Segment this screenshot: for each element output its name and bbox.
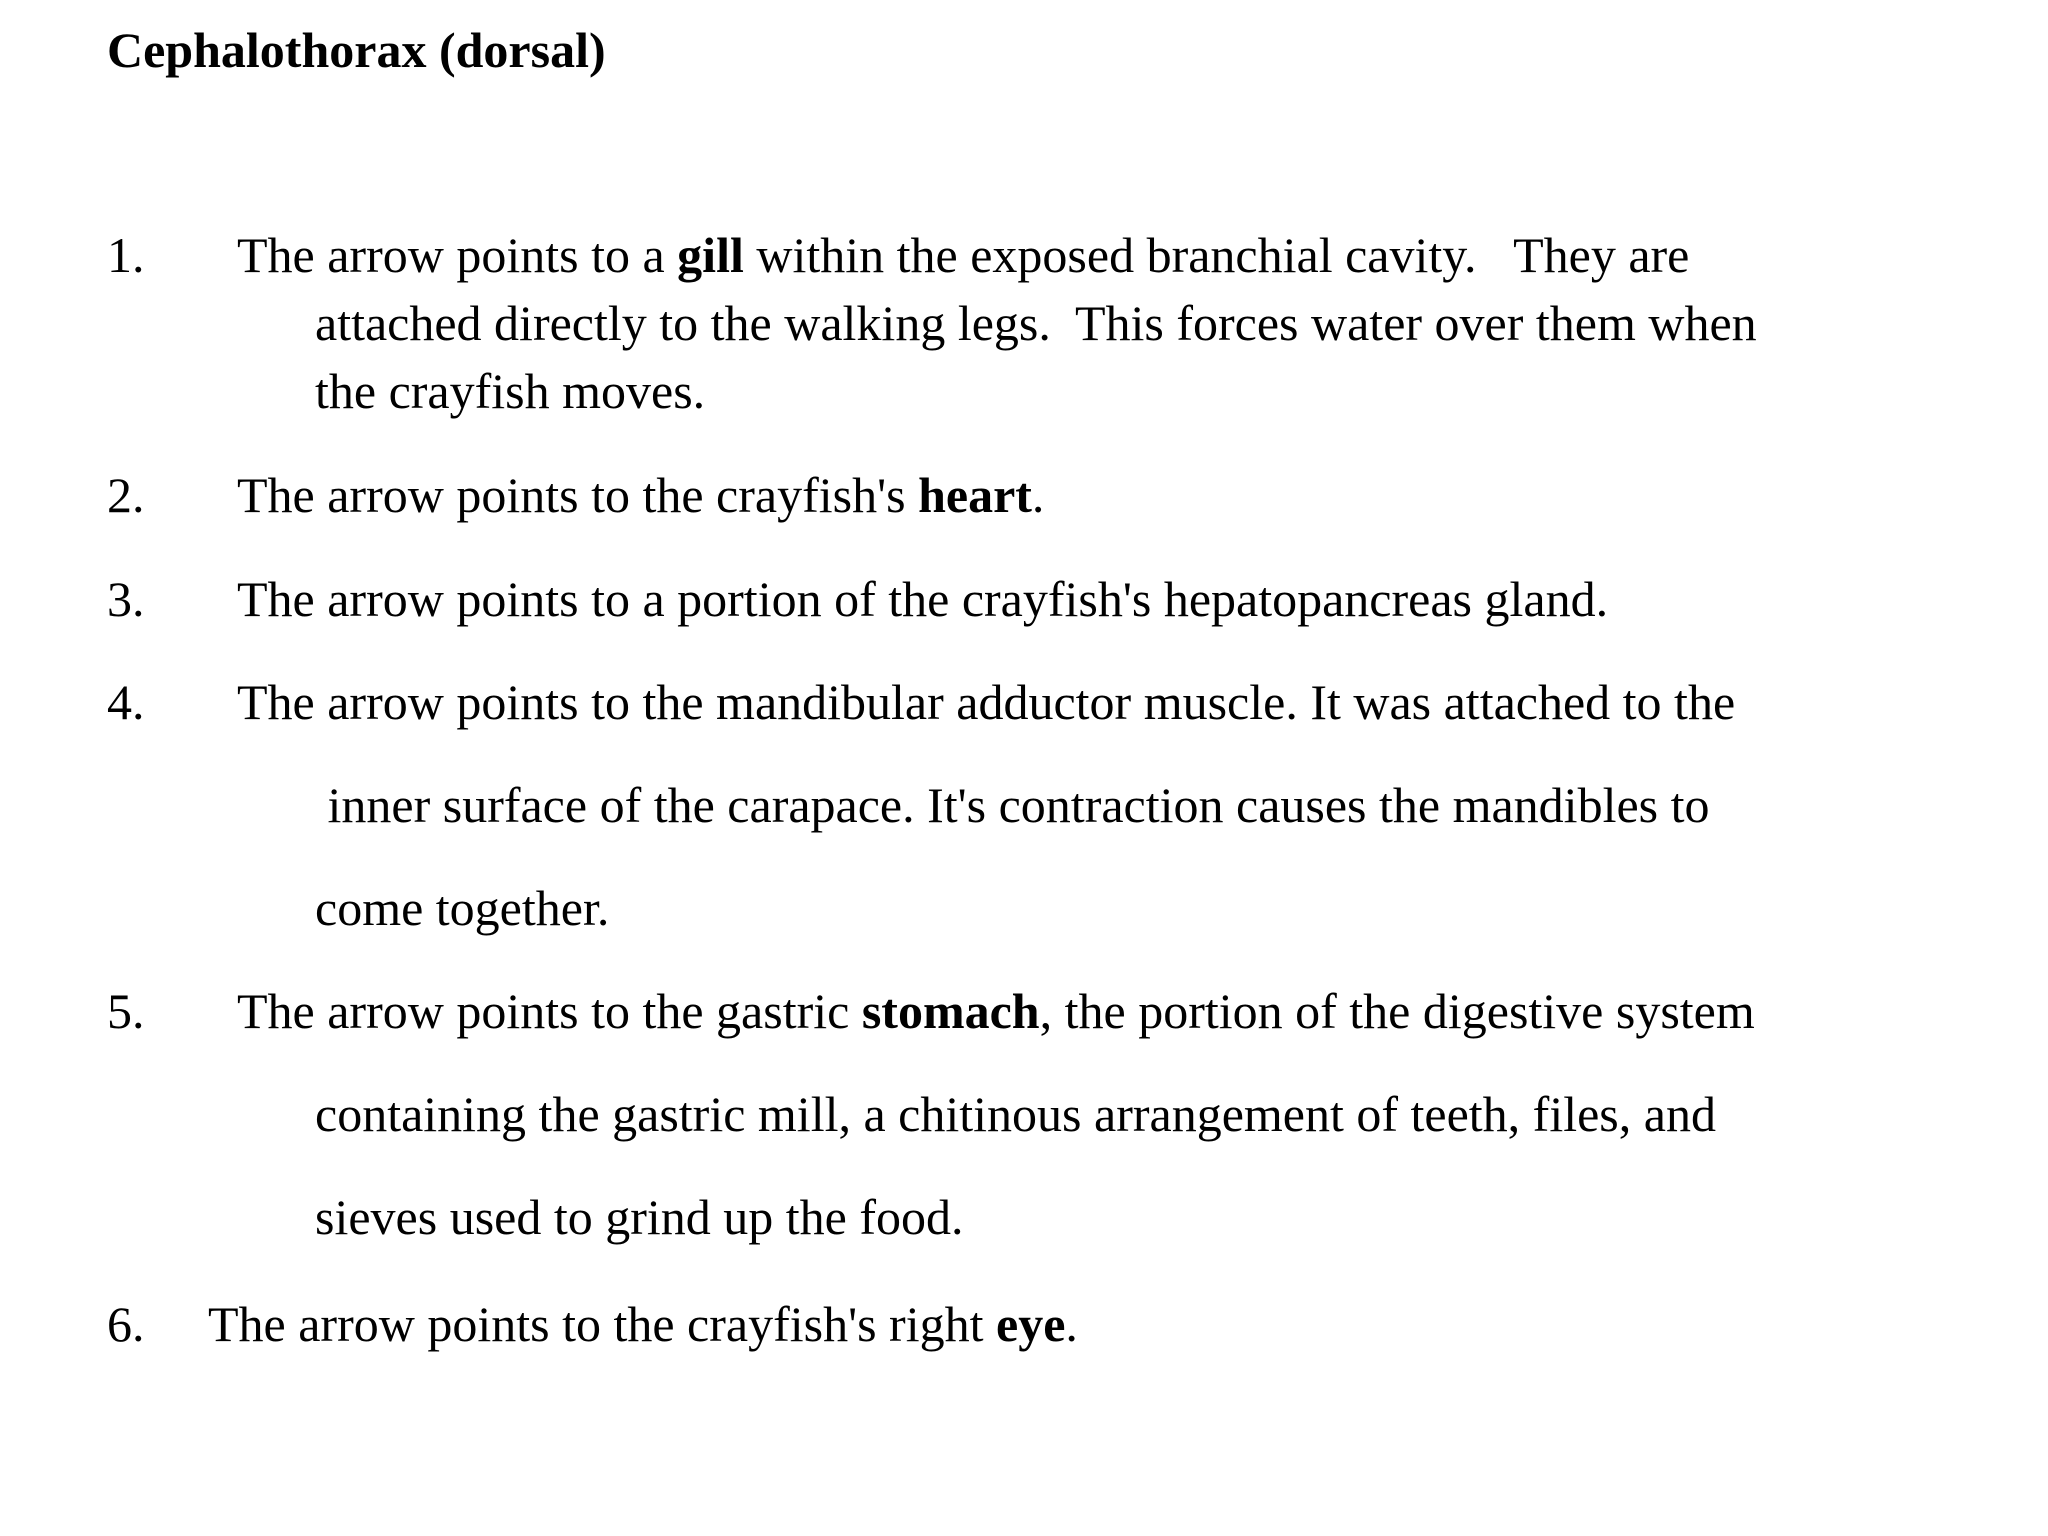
item-text: . (1065, 1296, 1078, 1352)
item-text: . (1031, 467, 1045, 523)
item-line: the crayfish moves. (315, 363, 706, 419)
item-line: come together. (315, 880, 610, 936)
item-text: within the exposed branchial cavity. They are (743, 227, 1690, 283)
item-line (237, 222, 1689, 288)
item-line: containing the gastric mill, a chitinous arrangement of teeth, files, and (315, 1086, 1716, 1142)
item-line: sieves used to grind up the food. (315, 1189, 964, 1245)
item-term: heart (918, 467, 1032, 523)
item-line (237, 978, 1755, 1044)
item-number: 4. (107, 674, 145, 730)
item-number: 1. (107, 227, 145, 283)
item-text: The arrow points to the crayfish's right (208, 1296, 996, 1352)
item-line (237, 462, 1044, 528)
item-term: eye (996, 1296, 1066, 1352)
item-number: 6. (107, 1296, 145, 1352)
item-line (208, 1291, 1078, 1357)
item-line: The arrow points to a portion of the crayfish's hepatopancreas gland. (237, 571, 1609, 627)
item-text: The arrow points to the gastric (237, 983, 862, 1039)
item-number: 3. (107, 571, 145, 627)
item-line: attached directly to the walking legs. This forces water over them when (315, 295, 1757, 351)
item-number: 5. (107, 983, 145, 1039)
item-line: The arrow points to the mandibular adductor muscle. It was attached to the (237, 674, 1736, 730)
item-text: The arrow points to the crayfish's (237, 467, 919, 523)
item-number: 2. (107, 467, 145, 523)
item-term: gill (677, 227, 744, 283)
item-term: stomach (861, 983, 1040, 1039)
item-text: , the portion of the digestive system (1039, 983, 1755, 1039)
item-text: The arrow points to a (237, 227, 678, 283)
item-line: inner surface of the carapace. It's contraction causes the mandibles to (315, 777, 1710, 833)
page-title: Cephalothorax (dorsal) (107, 22, 606, 78)
